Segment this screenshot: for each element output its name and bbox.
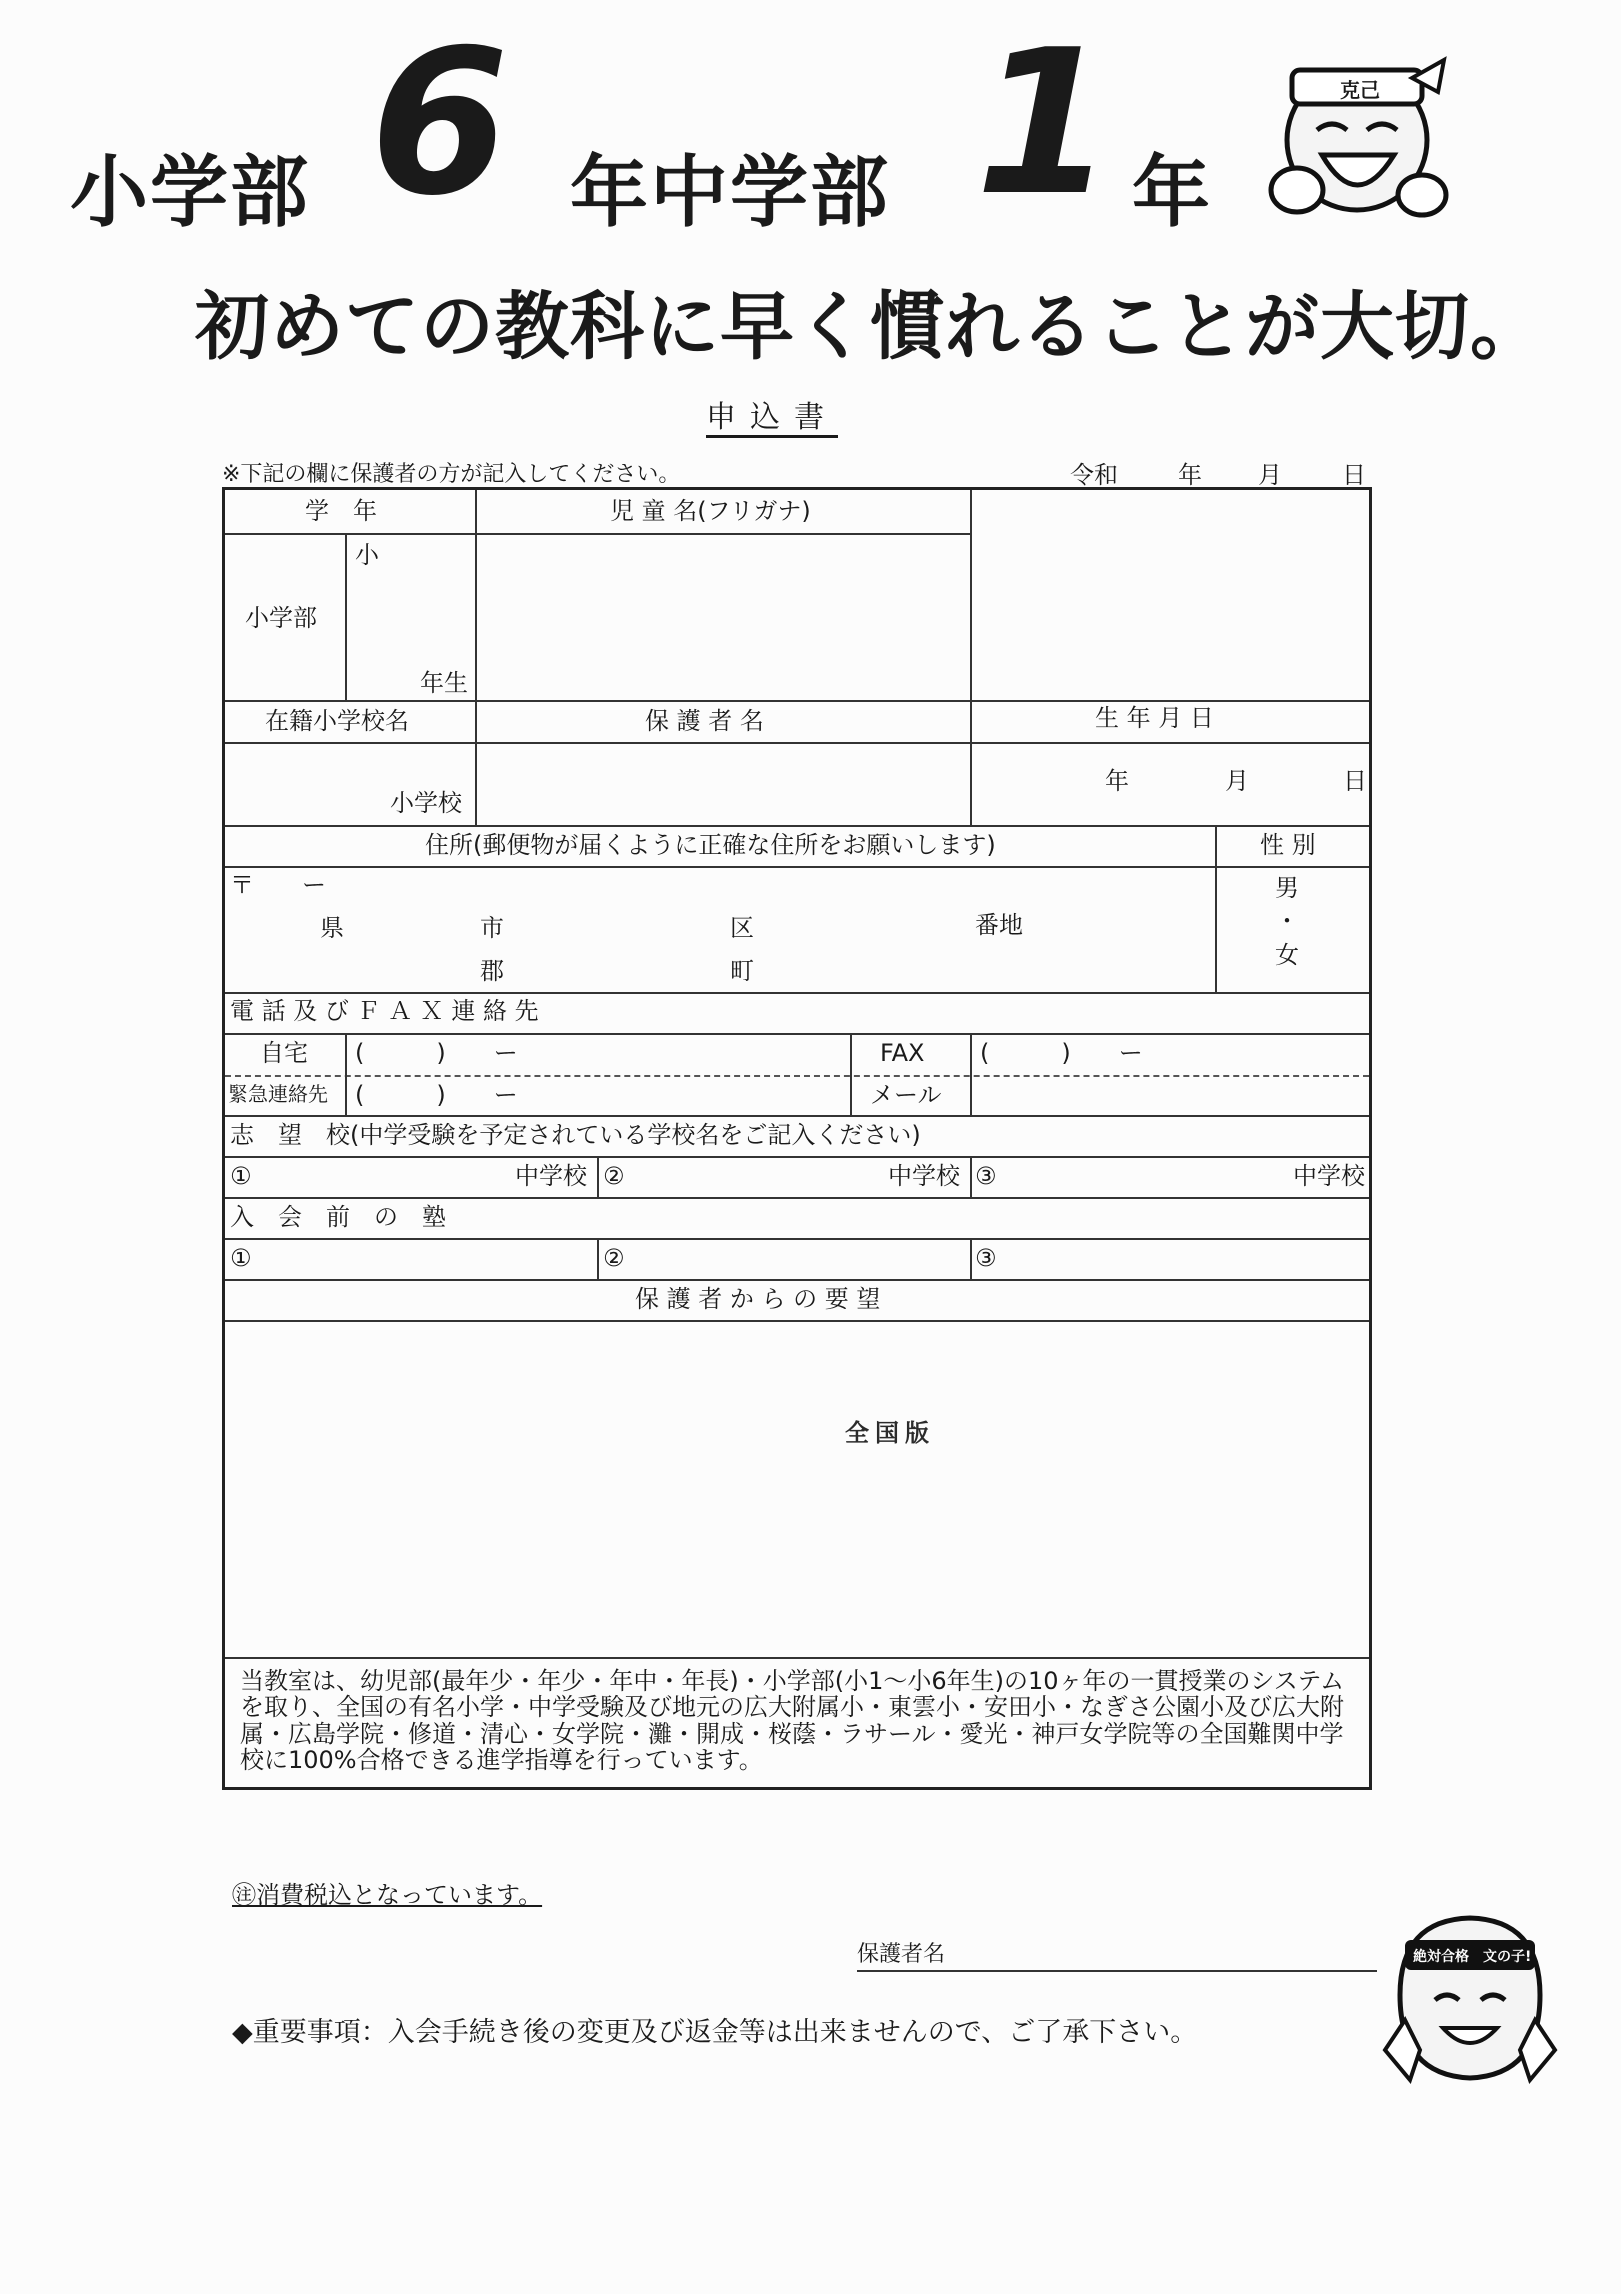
form-title: 申込書 [706, 400, 838, 435]
zenkokuban-stamp: 全国版 [845, 1419, 935, 1447]
guardian-signature-line[interactable]: 保護者名 [857, 1937, 1377, 1972]
title-part2: 年中学部 [570, 148, 891, 238]
birthday-year-label: 年 [1105, 767, 1129, 795]
shi-label: 市 [480, 914, 504, 942]
gender-dot: ・ [1275, 907, 1299, 935]
mascot-boy-image [1262, 30, 1452, 230]
mascot-headband-text: 克己 [1340, 78, 1380, 102]
cram-header: 入 会 前 の 塾 [230, 1203, 446, 1231]
birthday-day-label: 日 [1343, 767, 1367, 795]
requests-header: 保 護 者 か ら の 要 望 [635, 1285, 881, 1313]
guardian-header: 保 護 者 名 [645, 707, 764, 735]
application-form [222, 487, 1372, 1790]
target-2-suffix: 中学校 [888, 1162, 960, 1190]
nensei-label: 年生 [420, 669, 468, 697]
birthday-header: 生 年 月 日 [1095, 704, 1214, 732]
tax-footnote: ㊟消費税込となっています。 [232, 1881, 543, 1909]
date-year-label: 年 [1178, 461, 1202, 489]
address-header: 住所(郵便物が届くように正確な住所をお願いします) [425, 831, 996, 859]
photo-area[interactable] [975, 495, 1367, 695]
target-1-suffix: 中学校 [515, 1162, 587, 1190]
gender-female[interactable]: 女 [1275, 941, 1299, 969]
target-3-suffix: 中学校 [1293, 1162, 1365, 1190]
school-header: 在籍小学校名 [265, 707, 409, 735]
requests-field[interactable] [230, 1325, 1365, 1653]
date-month-label: 月 [1258, 461, 1282, 489]
target-1-mark: ① [230, 1162, 252, 1190]
instruction-note: ※下記の欄に保護者の方が記入してください。 [222, 462, 681, 487]
gender-header: 性 別 [1260, 831, 1316, 859]
ku-label: 区 [730, 914, 754, 942]
postal-mark: 〒 ー [230, 871, 326, 899]
child-name-field[interactable] [480, 538, 966, 696]
important-notice: ◆重要事項：入会手続き後の変更及び返金等は出来ませんので、ご了承下さい。 [232, 2017, 1198, 2048]
gun-label: 郡 [480, 957, 504, 985]
home-phone-field[interactable]: ( ) ー [355, 1039, 518, 1067]
child-name-header: 児 童 名(フリガナ) [610, 497, 811, 525]
target-school-header: 志 望 校(中学受験を予定されている学校名をご記入ください) [230, 1121, 921, 1149]
fax-label: FAX [880, 1039, 925, 1067]
elementary-label: 小学部 [245, 604, 317, 632]
cram-1-mark: ① [230, 1244, 252, 1272]
shogakko-label: 小学校 [390, 789, 462, 817]
gender-male[interactable]: 男 [1275, 874, 1299, 902]
grade-header: 学 年 [305, 497, 377, 525]
ken-label: 県 [320, 914, 344, 942]
home-label: 自宅 [260, 1039, 308, 1067]
contact-header: 電 話 及 び Ｆ Ａ Ｘ 連 絡 先 [230, 997, 539, 1025]
date-era: 令和 [1070, 461, 1118, 489]
title-part1: 小学部 [70, 148, 311, 238]
banchi-label: 番地 [975, 911, 1023, 939]
title-num2: 1 [975, 7, 1115, 240]
mascot-girl-image [1375, 1900, 1565, 2090]
mail-label: メール [870, 1081, 942, 1109]
sho-label: 小 [355, 541, 379, 569]
emergency-label: 緊急連絡先 [228, 1082, 328, 1106]
title-part3: 年 [1132, 148, 1213, 238]
date-day-label: 日 [1342, 461, 1366, 489]
guardian-name-field[interactable] [480, 746, 966, 822]
emergency-phone-field[interactable]: ( ) ー [355, 1081, 518, 1109]
cho-label: 町 [730, 957, 754, 985]
fax-field[interactable]: ( ) ー [980, 1039, 1143, 1067]
subtitle: 初めての教科に早く慣れることが大切。 [195, 284, 1545, 370]
school-info-text: 当教室は、幼児部(最年少・年少・年中・年長)・小学部(小1～小6年生)の10ヶ年の一貫授業のシステムを取り、全国の有名小学・中学受験及び地元の広大附属小・東雲小・安田小・なぎさ公園小及び広大附属・広島学院・修道・清心・女学院・灘・開成・桜蔭・ラサール・愛光・神戸女学院等の全国難関中学校に100%合格できる進学指導を行っています。 [240, 1667, 1345, 1775]
cram-3-mark: ③ [975, 1244, 997, 1272]
mascot2-headband-text: 絶対合格 文の子! [1413, 1949, 1532, 1965]
birthday-month-label: 月 [1225, 767, 1249, 795]
target-3-mark: ③ [975, 1162, 997, 1190]
target-2-mark: ② [603, 1162, 625, 1190]
cram-2-mark: ② [603, 1244, 625, 1272]
title-num1: 6 [370, 7, 510, 240]
